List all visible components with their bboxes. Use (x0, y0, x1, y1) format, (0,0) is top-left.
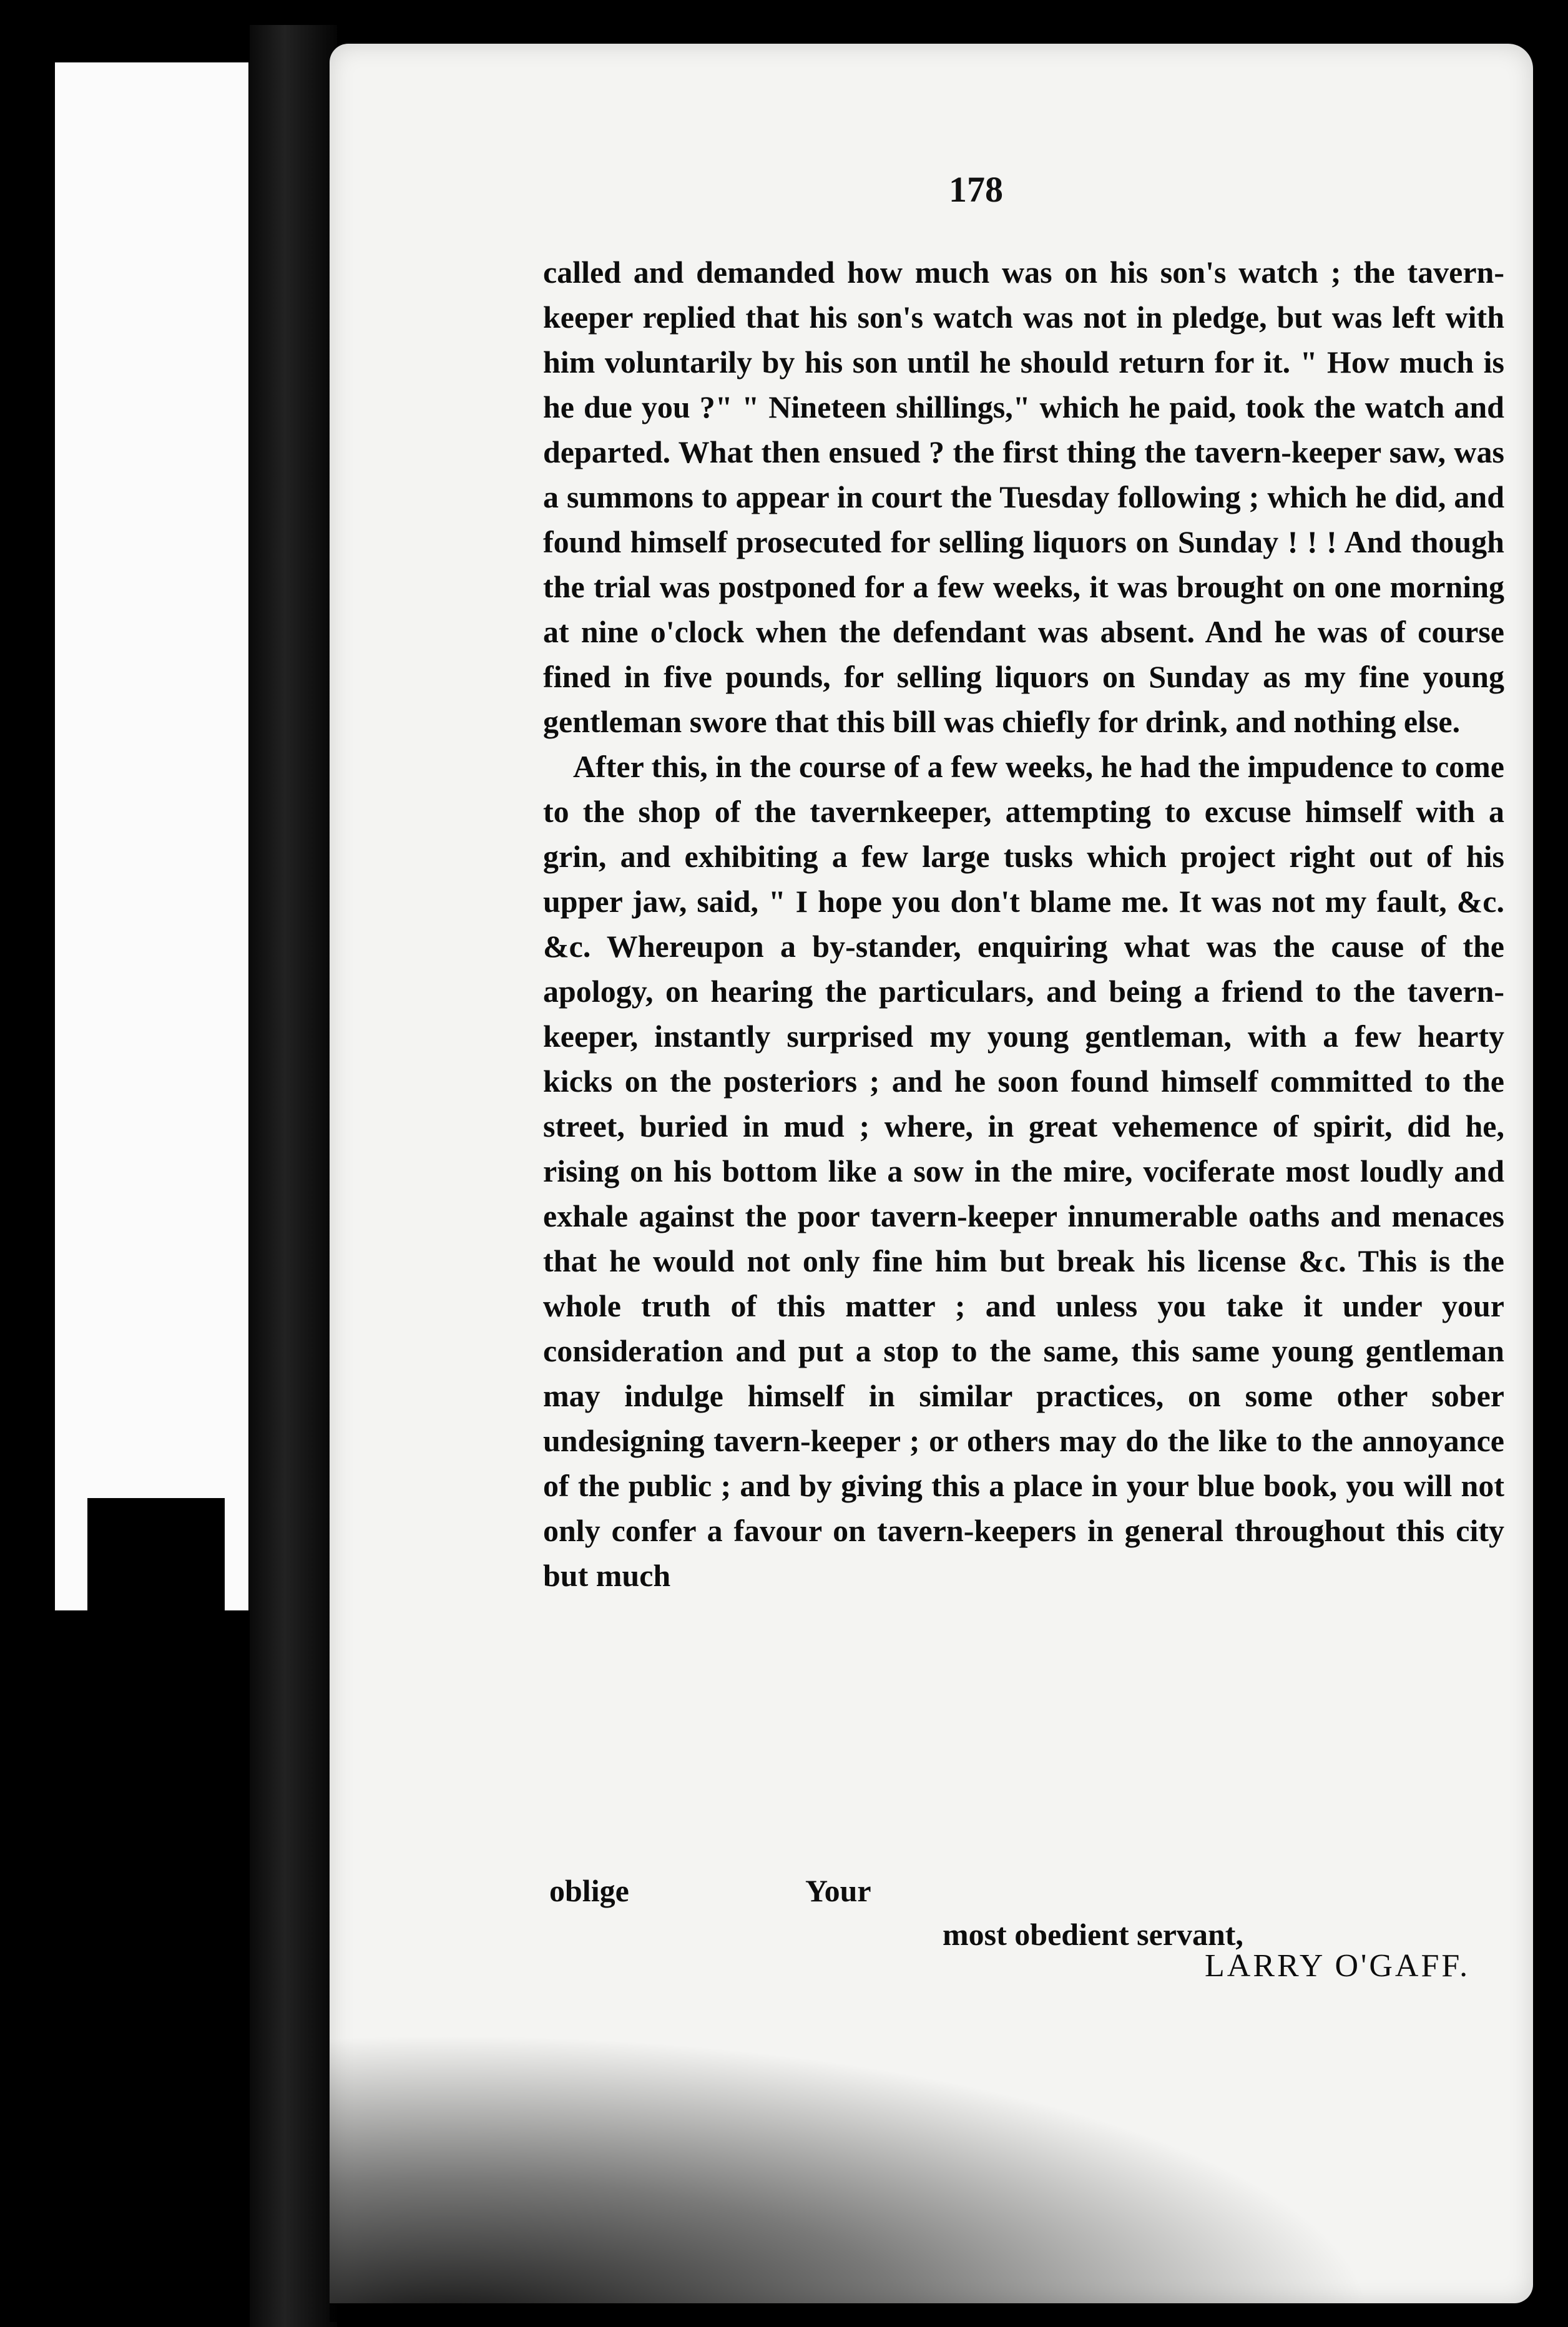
page-number: 178 (949, 169, 1003, 210)
closing-oblige: oblige (549, 1873, 629, 1908)
facing-page-edge (55, 62, 248, 1610)
paragraph-2: After this, in the course of a few weeks, he had the impudence to come to the shop of the tavernkeeper, attempting to excuse himself with a grin, and exhibiting a few large tusks which project right out of his upper jaw, said, " I hope you don't blame me. It was not my fault, &c. &c. Whereupon a by-stander, enquiring what was the cause of the apology, on hearing the particulars, and being a friend to the tavern-keeper, instantly surprised my young gentleman, with a few hearty kicks on the posteriors ; and he soon found himself committed to the street, buried in mud ; where, in great vehemence of spirit, did he, rising on his bottom like a sow in the mire, vociferate most loudly and exhale against the poor tavern-keeper innumerable oaths and menaces that he would not only fine him but break his license &c. This is the whole truth of this matter ; and unless you take it under your consideration and put a stop to the same, this same young gentleman may indulge himself in similar practices, on some other sober undesigning tavern-keeper ; or others may do the like to the annoyance of the public ; and by giving this a place in your blue book, you will not only confer a favour on tavern-keepers in general throughout this city but much (543, 749, 1504, 1593)
facing-page-notch (87, 1498, 225, 1623)
book-spine (250, 25, 337, 2327)
closing-your: Your (805, 1873, 871, 1908)
closing-servant: most obedient servant, (943, 1917, 1243, 1952)
signature: LARRY O'GAFF. (1205, 1948, 1471, 1984)
paragraph-1: called and demanded how much was on his son's watch ; the tavern-keeper replied that his son's watch was not in pledge, but was left with him voluntarily by his son until he should return for it. " How much is he due you ?" " Nineteen shillings," which he paid, took the watch and departed. What then ensued ? the first thing the tavern-keeper saw, was a summons to appear in court the Tuesday following ; which he did, and found himself prosecuted for selling liquors on Sunday ! ! ! And though the trial was postponed for a few weeks, it was brought on one morning at nine o'clock when the defendant was absent. And he was of course fined in five pounds, for selling liquors on Sunday as my fine young gentleman swore that this bill was chiefly for drink, and nothing else. (543, 255, 1504, 739)
body-text (543, 250, 1504, 1598)
